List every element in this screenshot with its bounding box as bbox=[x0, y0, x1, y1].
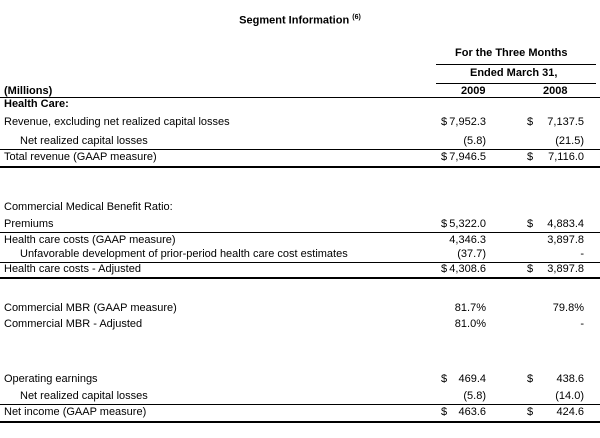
dollar-sign: $ bbox=[441, 373, 448, 385]
dollar-sign: $ bbox=[441, 218, 448, 230]
period-header-line2: Ended March 31, bbox=[470, 67, 558, 79]
row-label: Commercial MBR - Adjusted bbox=[4, 318, 143, 330]
row-label: Premiums bbox=[4, 218, 54, 230]
row-label: Net realized capital losses bbox=[20, 390, 148, 402]
value-2008: 4,883.4 bbox=[547, 218, 584, 230]
value-2009: 7,946.5 bbox=[449, 151, 486, 163]
row-label: Revenue, excluding net realized capital losses bbox=[4, 116, 230, 128]
value-2009: 81.7% bbox=[454, 302, 486, 314]
row-label: Health care costs (GAAP measure) bbox=[4, 234, 176, 246]
table-row bbox=[0, 318, 600, 334]
table-row bbox=[0, 116, 600, 132]
row-label: Total revenue (GAAP measure) bbox=[4, 151, 157, 163]
row-label: Commercial MBR (GAAP measure) bbox=[4, 302, 177, 314]
value-2009: 463.6 bbox=[458, 406, 486, 418]
table-row bbox=[0, 302, 600, 318]
table-row bbox=[0, 151, 600, 167]
year-2009-header: 2009 bbox=[461, 85, 486, 97]
value-2008: - bbox=[580, 248, 584, 260]
value-2008: (14.0) bbox=[555, 390, 584, 402]
value-2008: - bbox=[580, 318, 584, 330]
row-label: Health care costs - Adjusted bbox=[4, 263, 141, 275]
title-footnote-ref: (6) bbox=[352, 14, 361, 21]
row-label: Unfavorable development of prior-period health care cost estimates bbox=[20, 248, 348, 260]
value-2008: 424.6 bbox=[556, 406, 584, 418]
total-double-rule bbox=[0, 166, 600, 168]
value-2009: 7,952.3 bbox=[449, 116, 486, 128]
value-2008: 7,116.0 bbox=[548, 151, 584, 163]
value-2009: 5,322.0 bbox=[449, 218, 486, 230]
period-header-rule bbox=[436, 64, 596, 65]
section-heading: Health Care: bbox=[4, 98, 69, 110]
row-rule bbox=[0, 149, 600, 150]
units-label: (Millions) bbox=[4, 85, 53, 97]
table-row bbox=[0, 406, 600, 422]
row-label: Commercial Medical Benefit Ratio: bbox=[4, 201, 173, 213]
title-text: Segment Information bbox=[239, 14, 350, 27]
row-label: Operating earnings bbox=[4, 373, 98, 385]
value-2008: 79.8% bbox=[552, 302, 584, 314]
value-2009: (5.8) bbox=[463, 135, 486, 147]
total-double-rule bbox=[0, 421, 600, 423]
dollar-sign: $ bbox=[441, 116, 448, 128]
dollar-sign: $ bbox=[527, 151, 534, 163]
value-2009: 469.4 bbox=[458, 373, 486, 385]
table-row bbox=[0, 373, 600, 389]
year-2008-header: 2008 bbox=[543, 85, 568, 97]
dollar-sign: $ bbox=[527, 406, 534, 418]
dollar-sign: $ bbox=[441, 151, 448, 163]
period-header-rule-2 bbox=[436, 83, 596, 84]
row-label: Net income (GAAP measure) bbox=[4, 406, 147, 418]
header-underline bbox=[0, 97, 600, 98]
table-title bbox=[0, 14, 600, 27]
value-2008: 438.6 bbox=[556, 373, 584, 385]
value-2009: 4,346.3 bbox=[449, 234, 486, 246]
row-label: Net realized capital losses bbox=[20, 135, 148, 147]
table-row bbox=[0, 201, 600, 217]
value-2009: (5.8) bbox=[463, 390, 486, 402]
value-2008: 3,897.8 bbox=[547, 263, 584, 275]
dollar-sign: $ bbox=[527, 218, 534, 230]
dollar-sign: $ bbox=[527, 116, 534, 128]
value-2009: 81.0% bbox=[454, 318, 486, 330]
row-rule bbox=[0, 232, 600, 233]
value-2009: 4,308.6 bbox=[449, 263, 486, 275]
value-2008: 7,137.5 bbox=[547, 116, 584, 128]
value-2008: (21.5) bbox=[555, 135, 584, 147]
total-double-rule bbox=[0, 277, 600, 279]
value-2008: 3,897.8 bbox=[547, 234, 584, 246]
period-header-line1: For the Three Months bbox=[455, 47, 568, 59]
row-rule bbox=[0, 404, 600, 405]
dollar-sign: $ bbox=[441, 263, 448, 275]
dollar-sign: $ bbox=[441, 406, 448, 418]
value-2009: (37.7) bbox=[457, 248, 486, 260]
dollar-sign: $ bbox=[527, 373, 534, 385]
dollar-sign: $ bbox=[527, 263, 534, 275]
